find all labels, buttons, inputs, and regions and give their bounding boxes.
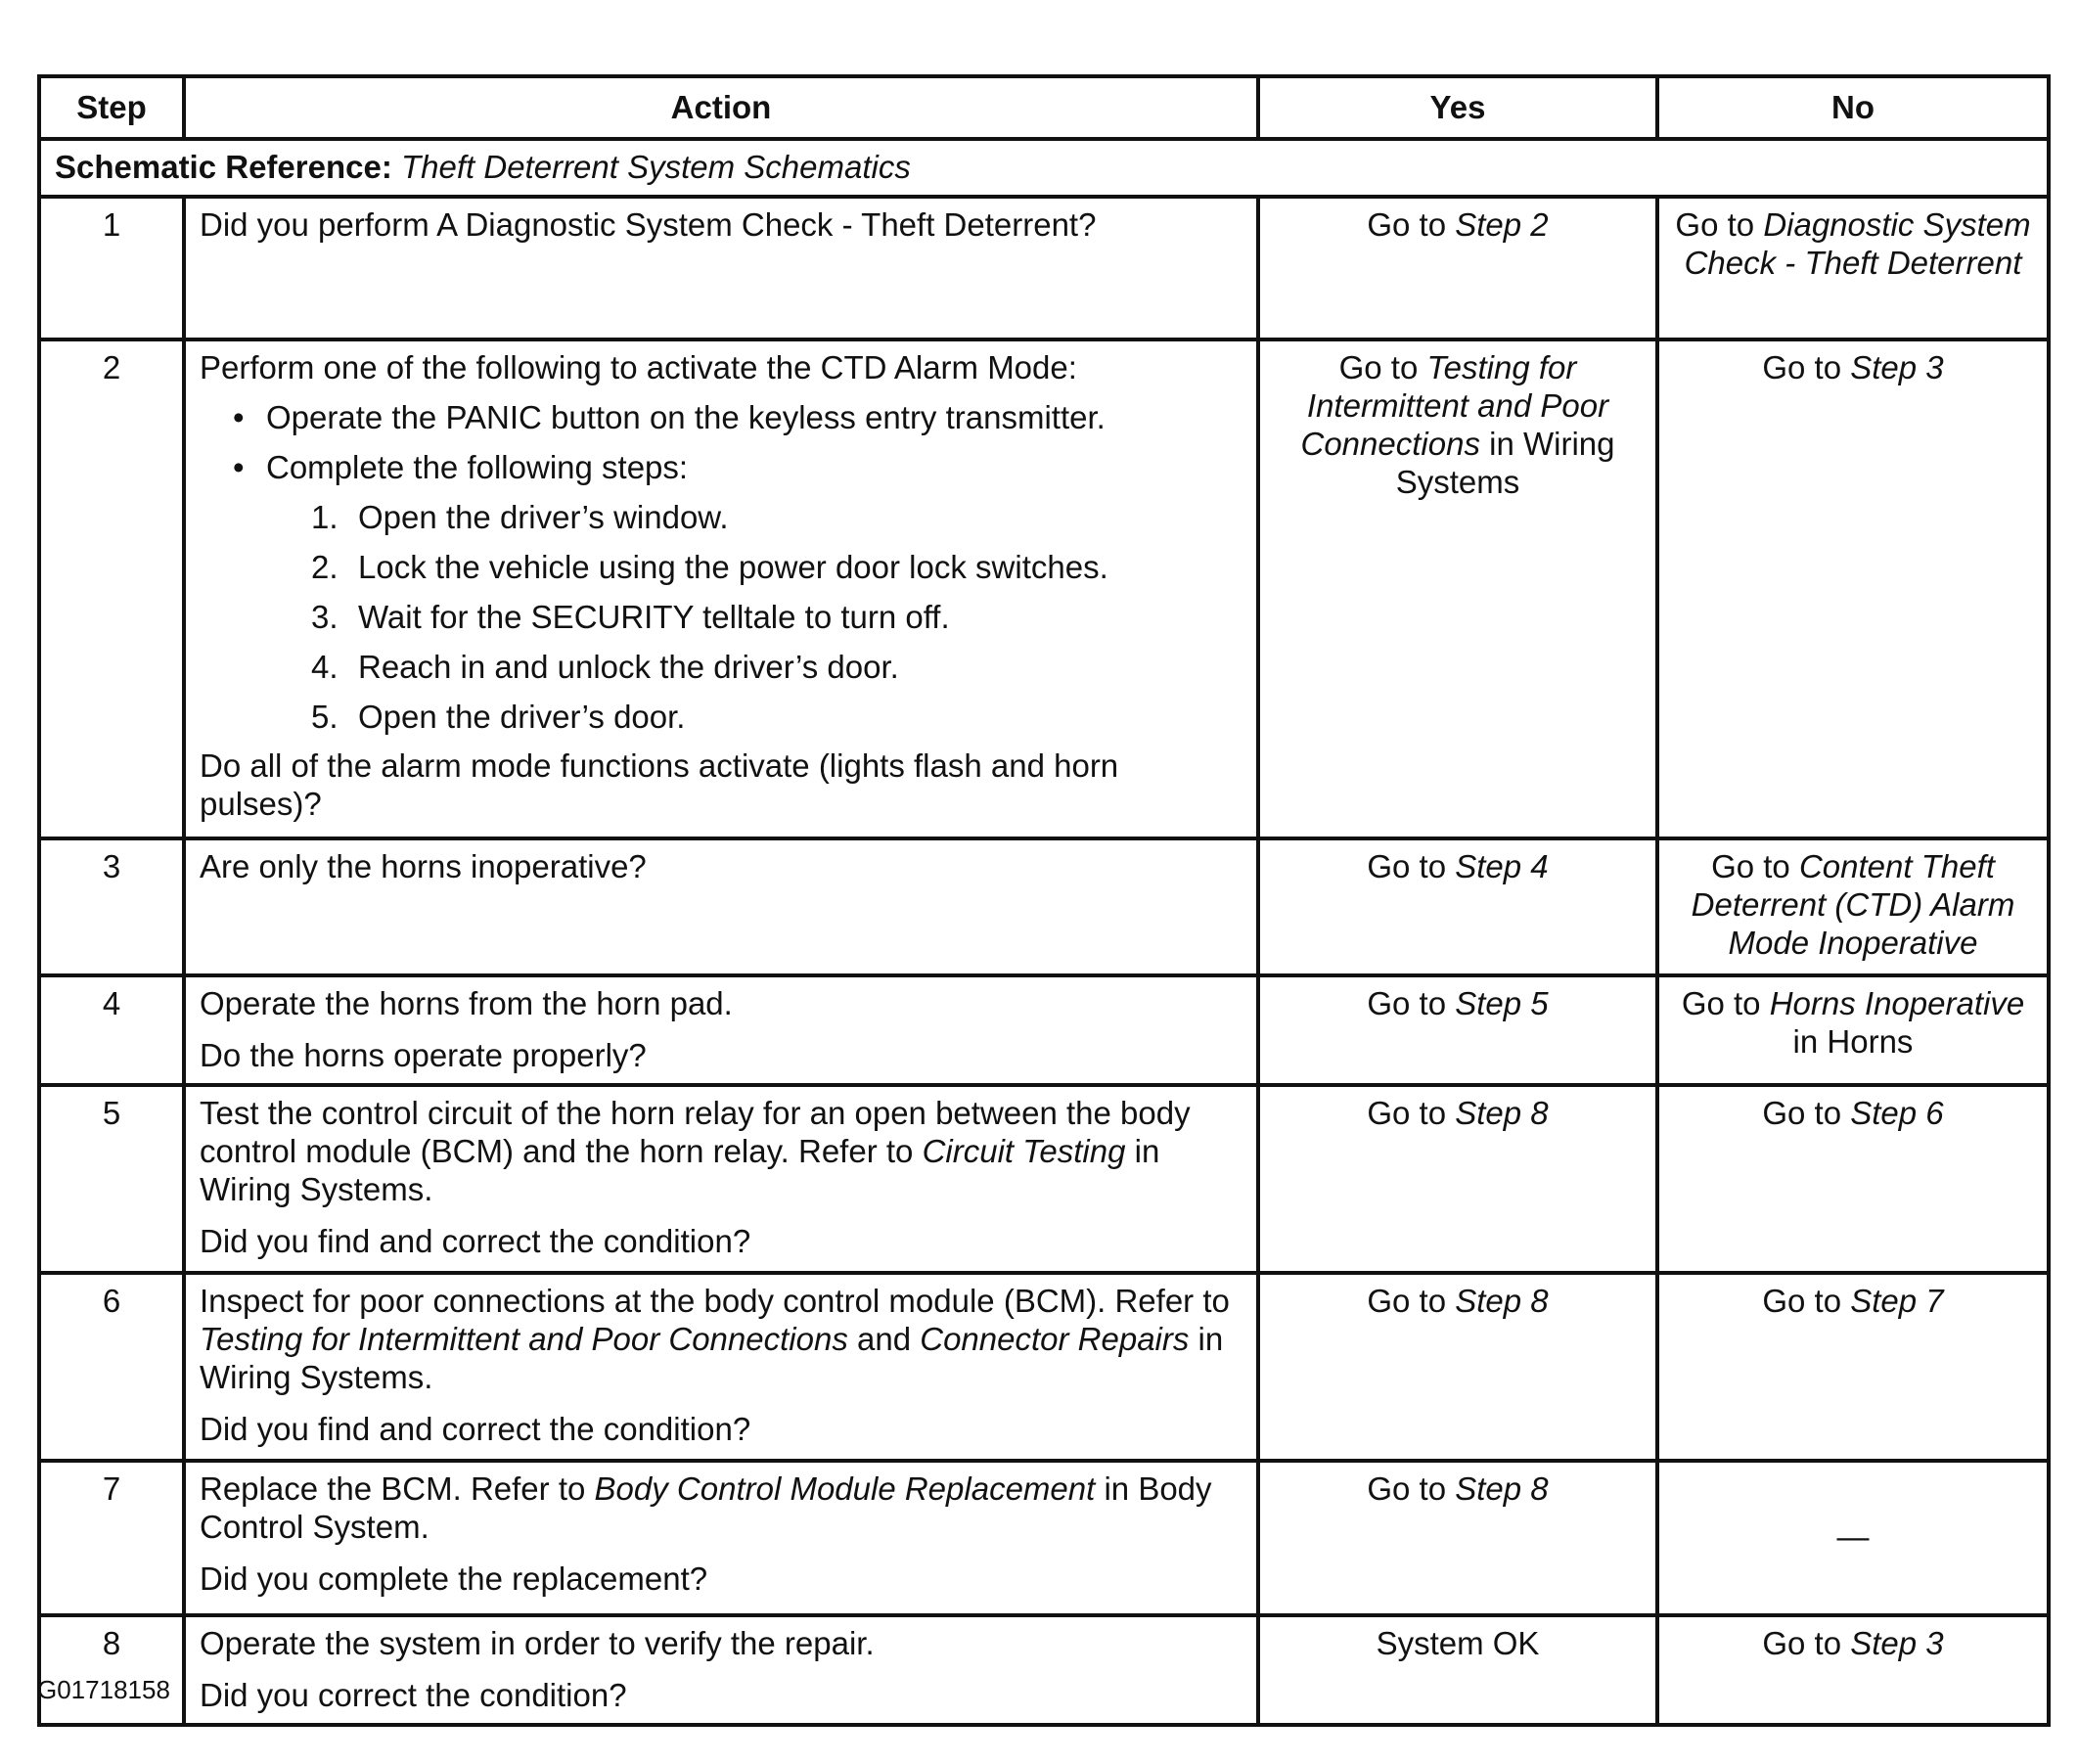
yes-link[interactable]: Step 8 xyxy=(1455,1470,1549,1507)
action-text: Replace the BCM. Refer to Body Control Module Replacement in Body Control System. xyxy=(200,1470,1212,1545)
step-number: 4 xyxy=(39,975,184,1085)
action-question: Did you find and correct the condition? xyxy=(200,1410,751,1447)
step-number: 1 xyxy=(39,197,184,339)
substep-item: 2. Lock the vehicle using the power door lock switches. xyxy=(311,548,1108,585)
action-text: Operate the horns from the horn pad. xyxy=(200,984,733,1021)
action-cell xyxy=(184,1615,1258,1725)
no-cell: Go to Step 3 xyxy=(1657,339,2049,838)
yes-link[interactable]: Step 5 xyxy=(1455,984,1549,1021)
yes-cell: Go to Step 4 xyxy=(1258,838,1657,975)
action-intro: Perform one of the following to activate the CTD Alarm Mode: xyxy=(200,348,1077,385)
step-number: 7 xyxy=(39,1461,184,1615)
schematic-reference-label: Schematic Reference: xyxy=(55,149,392,185)
no-link[interactable]: Diagnostic System Check - Theft Deterrent xyxy=(1684,205,2031,281)
action-bullets xyxy=(200,399,1242,737)
action-cell xyxy=(184,197,1258,339)
substep-item: 3. Wait for the SECURITY telltale to turn off. xyxy=(311,598,950,635)
no-link[interactable]: Step 7 xyxy=(1850,1282,1944,1319)
no-cell: Go to Step 6 xyxy=(1657,1085,2049,1273)
action-cell xyxy=(184,1085,1258,1273)
action-text: Operate the system in order to verify the repair. xyxy=(200,1624,875,1661)
no-cell: Go to Step 3 xyxy=(1657,1615,2049,1725)
action-link[interactable]: Circuit Testing xyxy=(922,1132,1126,1169)
header-action: Action xyxy=(184,76,1258,139)
yes-cell: Go to Step 5 xyxy=(1258,975,1657,1085)
action-text: Inspect for poor connections at the body control module (BCM). Refer to Testing for Intermittent and Poor Connections and Connector Repairs in Wiring Systems. xyxy=(200,1282,1230,1395)
no-cell: — xyxy=(1657,1461,2049,1615)
header-yes: Yes xyxy=(1258,76,1657,139)
table-row xyxy=(39,339,2049,838)
no-link[interactable]: Step 3 xyxy=(1850,1624,1944,1661)
no-cell: Go to Diagnostic System Check - Theft Deterrent xyxy=(1657,197,2049,339)
table-row xyxy=(39,975,2049,1085)
table-row xyxy=(39,1085,2049,1273)
action-text: Test the control circuit of the horn relay for an open between the body control module (BCM) and the horn relay. Refer to Circuit Testing in Wiring Systems. xyxy=(200,1094,1191,1207)
no-link[interactable]: Step 3 xyxy=(1850,348,1944,385)
action-text: Are only the horns inoperative? xyxy=(200,847,647,884)
yes-cell: System OK xyxy=(1258,1615,1657,1725)
action-question: Did you find and correct the condition? xyxy=(200,1222,751,1259)
step-number: 2 xyxy=(39,339,184,838)
no-link[interactable]: Horns Inoperative xyxy=(1769,984,2025,1021)
substep-item: 4. Reach in and unlock the driver’s door. xyxy=(311,648,899,685)
action-cell xyxy=(184,1273,1258,1461)
yes-cell: Go to Testing for Intermittent and Poor Connections in Wiring Systems xyxy=(1258,339,1657,838)
yes-cell: Go to Step 8 xyxy=(1258,1085,1657,1273)
schematic-reference-row xyxy=(39,139,2049,197)
header-no: No xyxy=(1657,76,2049,139)
yes-link[interactable]: Step 4 xyxy=(1455,847,1549,884)
yes-link[interactable]: Step 2 xyxy=(1455,205,1549,243)
yes-cell: Go to Step 8 xyxy=(1258,1273,1657,1461)
no-cell: Go to Horns Inoperative in Horns xyxy=(1657,975,2049,1085)
step-number: 3 xyxy=(39,838,184,975)
action-question: Did you correct the condition? xyxy=(200,1676,627,1713)
step-number: 6 xyxy=(39,1273,184,1461)
table-row xyxy=(39,197,2049,339)
action-question: Do the horns operate properly? xyxy=(200,1036,647,1073)
bullet-item: • Complete the following steps: 1. Open the driver’s window. 2. Lock the vehicle using the power door lock switches. 3. Wait for the SECURITY telltale to turn off. 4. Reach in and unlock the driver’s door. 5. Open the driver’s door. xyxy=(233,449,1242,737)
action-question: Did you complete the replacement? xyxy=(200,1560,708,1597)
header-step: Step xyxy=(39,76,184,139)
yes-link[interactable]: Testing for Intermittent and Poor Connections xyxy=(1300,348,1609,462)
no-link[interactable]: Step 6 xyxy=(1850,1094,1944,1131)
yes-cell: Go to Step 8 xyxy=(1258,1461,1657,1615)
action-cell xyxy=(184,1461,1258,1615)
action-cell xyxy=(184,975,1258,1085)
yes-cell: Go to Step 2 xyxy=(1258,197,1657,339)
table-row xyxy=(39,1461,2049,1615)
figure-id: G01718158 xyxy=(37,1675,170,1704)
action-text: Did you perform A Diagnostic System Check - Theft Deterrent? xyxy=(200,205,1097,243)
substep-list xyxy=(233,499,1242,737)
yes-link[interactable]: Step 8 xyxy=(1455,1094,1549,1131)
no-link[interactable]: Content Theft Deterrent (CTD) Alarm Mode Inoperative xyxy=(1691,847,2015,961)
action-link[interactable]: Testing for Intermittent and Poor Connections xyxy=(200,1320,848,1357)
no-cell: Go to Step 7 xyxy=(1657,1273,2049,1461)
action-link[interactable]: Body Control Module Replacement xyxy=(594,1470,1096,1507)
action-cell xyxy=(184,339,1258,838)
schematic-reference-cell xyxy=(39,139,2049,197)
step-number: 8 xyxy=(39,1615,184,1725)
header-row xyxy=(39,76,2049,139)
bullet-item: • Operate the PANIC button on the keyless entry transmitter. xyxy=(233,399,1242,437)
action-question: Do all of the alarm mode functions activate (lights flash and horn pulses)? xyxy=(200,747,1119,823)
action-cell xyxy=(184,838,1258,975)
schematic-reference-link[interactable]: Theft Deterrent System Schematics xyxy=(401,149,911,185)
action-link[interactable]: Connector Repairs xyxy=(920,1320,1190,1357)
diagnostic-table xyxy=(37,74,2051,1727)
yes-link[interactable]: Step 8 xyxy=(1455,1282,1549,1319)
table-row xyxy=(39,1273,2049,1461)
substep-item: 5. Open the driver’s door. xyxy=(311,698,686,735)
no-cell: Go to Content Theft Deterrent (CTD) Alarm Mode Inoperative xyxy=(1657,838,2049,975)
step-number: 5 xyxy=(39,1085,184,1273)
table-row xyxy=(39,838,2049,975)
table-row xyxy=(39,1615,2049,1725)
substep-item: 1. Open the driver’s window. xyxy=(311,498,729,535)
